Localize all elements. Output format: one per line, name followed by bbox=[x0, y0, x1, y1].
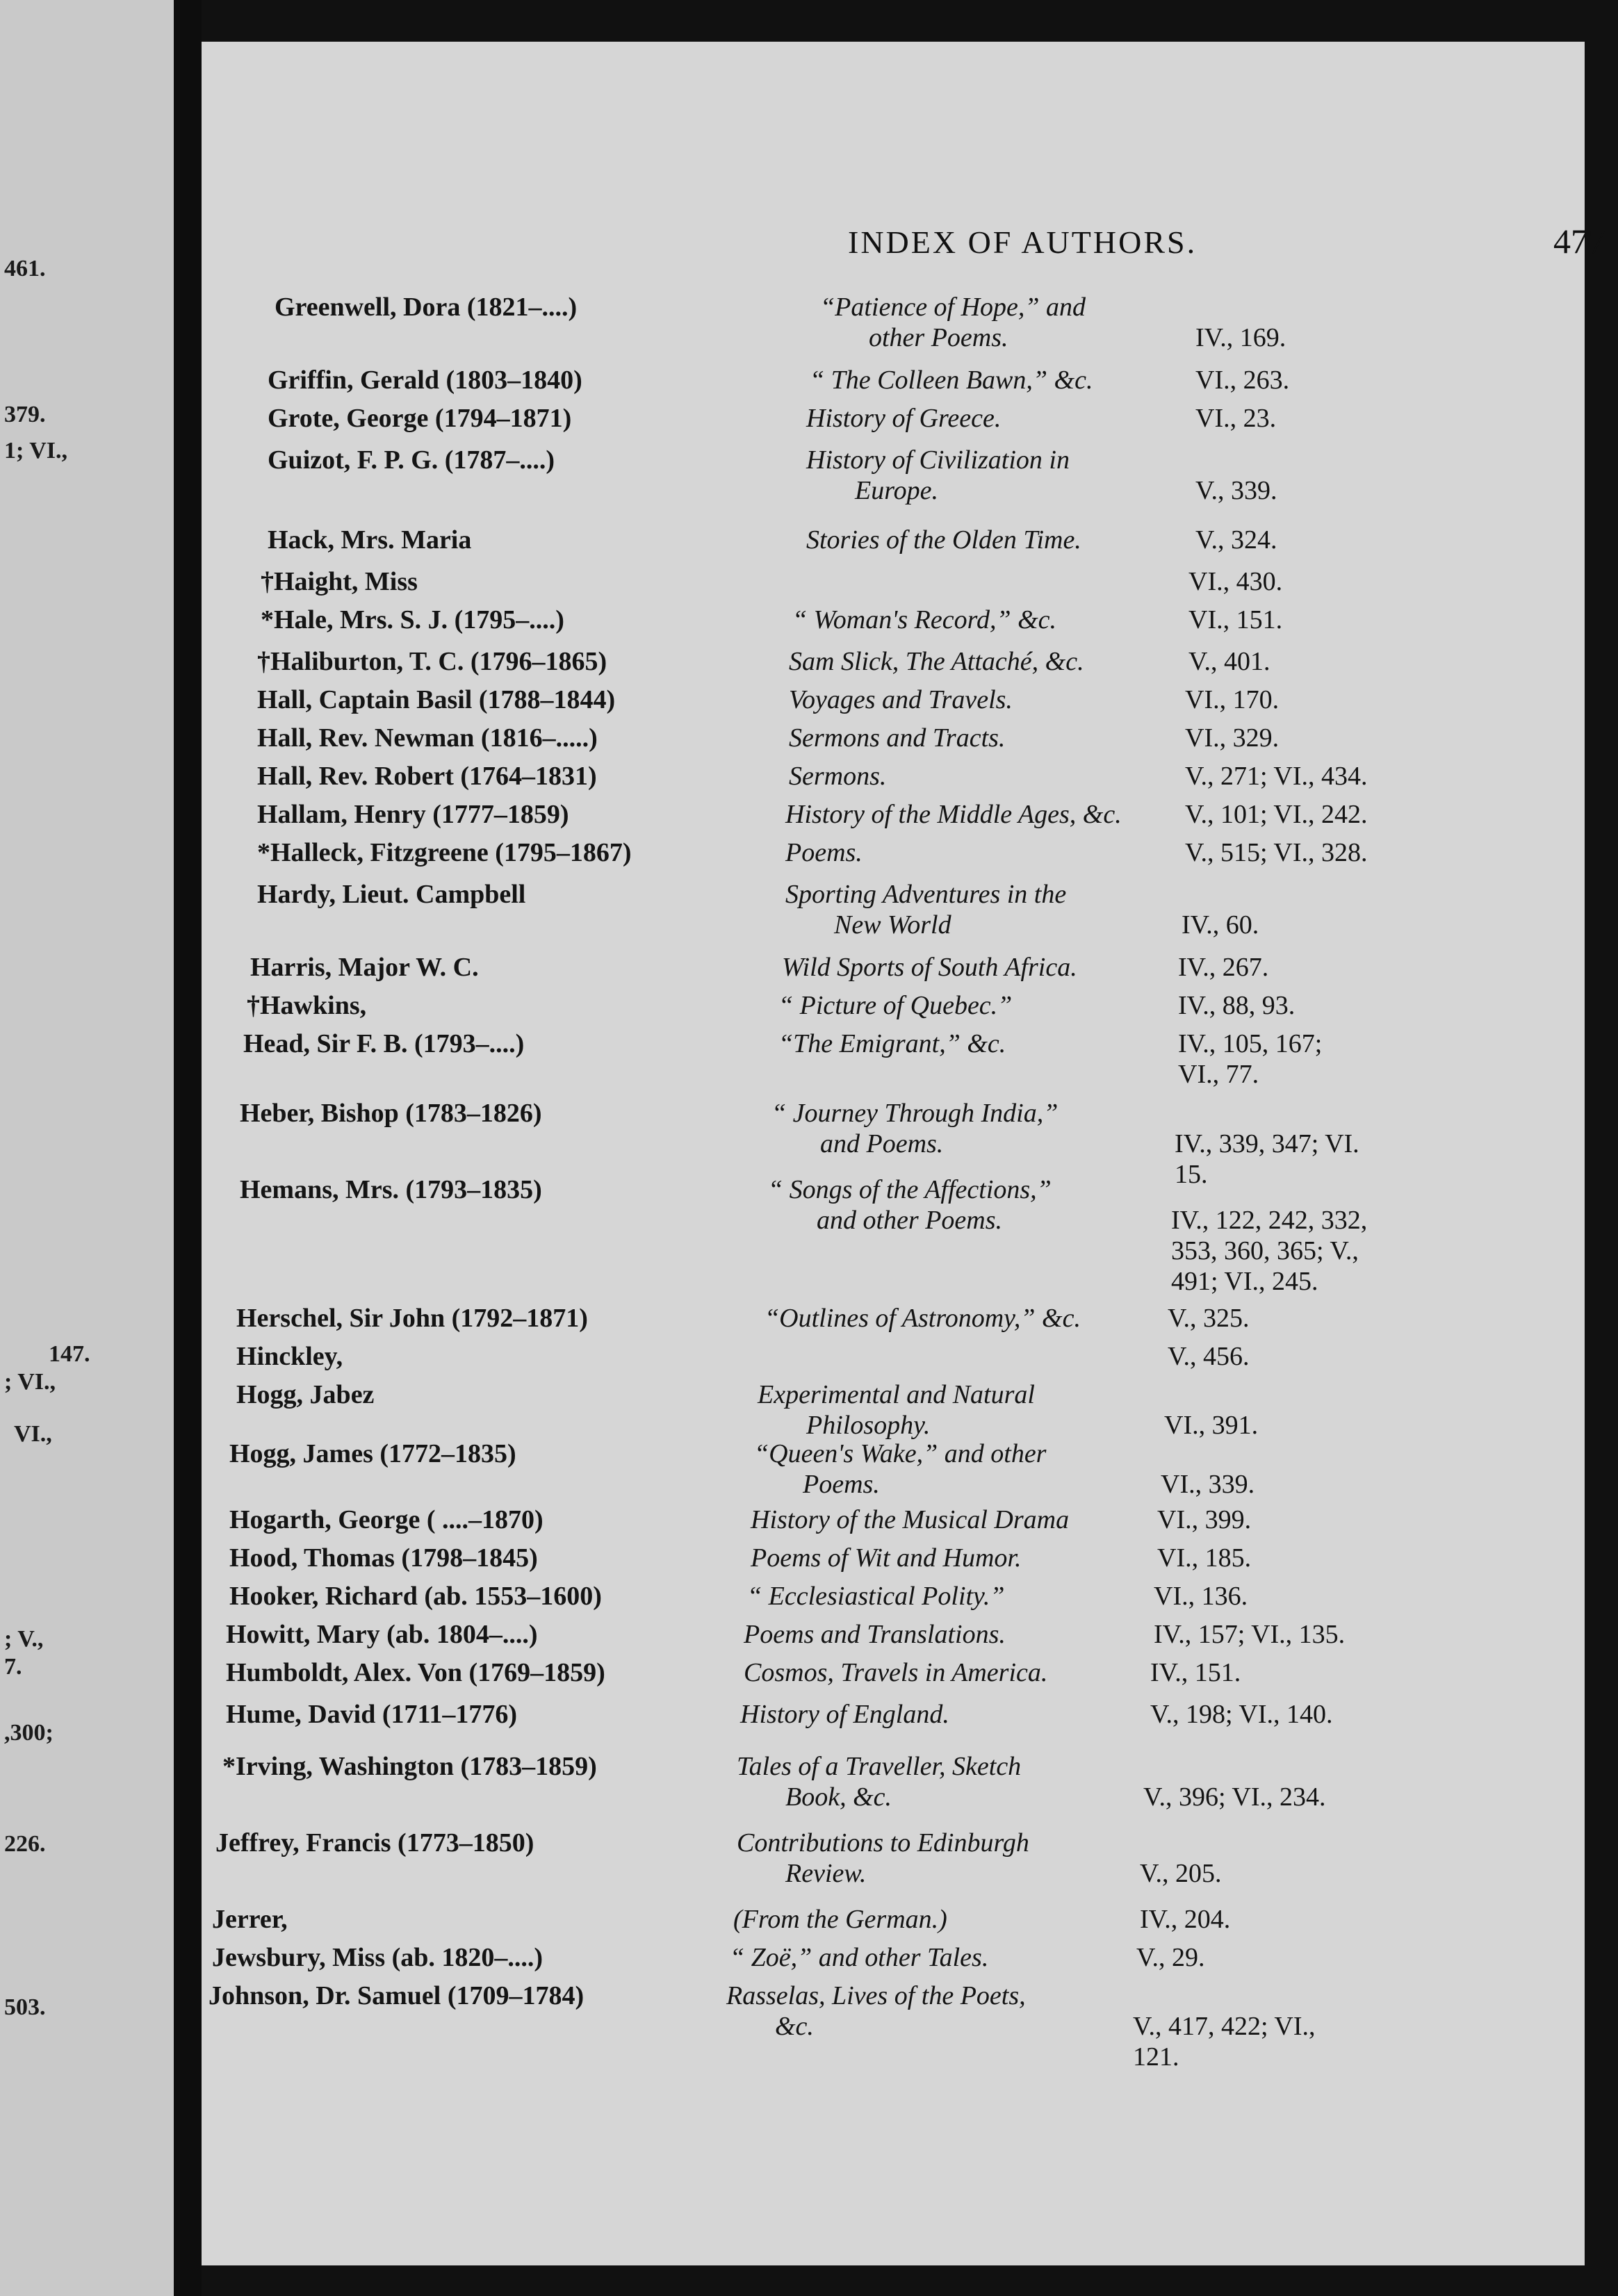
index-volume-reference: VI., 77. bbox=[1178, 1060, 1259, 1089]
running-head: INDEX OF AUTHORS. bbox=[848, 224, 1198, 260]
index-volume-reference: IV., 151. bbox=[1150, 1658, 1241, 1687]
index-volume-reference: V., 339. bbox=[1195, 476, 1277, 505]
prev-page-fragment: 147. bbox=[49, 1341, 90, 1367]
index-author: Jerrer, bbox=[212, 1905, 288, 1934]
index-page bbox=[202, 42, 1605, 2265]
prev-page-fragment: 379. bbox=[4, 402, 46, 427]
index-author: Griffin, Gerald (1803–1840) bbox=[268, 366, 582, 395]
index-work-title: Book, &c. bbox=[785, 1782, 892, 1812]
index-volume-reference: V., 205. bbox=[1140, 1859, 1222, 1888]
index-author: Hinckley, bbox=[236, 1342, 343, 1371]
index-work-title: (From the German.) bbox=[733, 1905, 947, 1934]
index-work-title: History of the Musical Drama bbox=[751, 1505, 1070, 1534]
index-volume-reference: V., 198; VI., 140. bbox=[1150, 1700, 1333, 1729]
index-author: Hallam, Henry (1777–1859) bbox=[257, 800, 569, 829]
index-work-title: and other Poems. bbox=[817, 1206, 1003, 1235]
previous-page-edge bbox=[0, 0, 174, 2296]
index-author: Hood, Thomas (1798–1845) bbox=[229, 1543, 538, 1573]
prev-page-fragment: 226. bbox=[4, 1831, 46, 1857]
index-work-title: Poems of Wit and Humor. bbox=[751, 1543, 1022, 1573]
index-author: Hogg, James (1772–1835) bbox=[229, 1439, 516, 1468]
index-author: Jewsbury, Miss (ab. 1820–....) bbox=[212, 1943, 544, 1972]
index-volume-reference: VI., 263. bbox=[1195, 366, 1290, 395]
index-volume-reference: VI., 136. bbox=[1154, 1582, 1248, 1611]
index-volume-reference: IV., 105, 167; bbox=[1178, 1029, 1323, 1058]
index-work-title: Sporting Adventures in the bbox=[785, 880, 1067, 909]
index-volume-reference: IV., 122, 242, 332, bbox=[1171, 1206, 1368, 1235]
index-volume-reference: VI., 399. bbox=[1157, 1505, 1252, 1534]
index-volume-reference: V., 29. bbox=[1136, 1943, 1205, 1972]
index-work-title: History of Civilization in bbox=[806, 445, 1070, 475]
index-volume-reference: VI., 391. bbox=[1164, 1411, 1259, 1440]
index-volume-reference: V., 417, 422; VI., bbox=[1133, 2012, 1316, 2041]
prev-page-fragment: 461. bbox=[4, 256, 46, 281]
index-author: Hall, Rev. Newman (1816–.....) bbox=[257, 723, 598, 753]
index-author: †Haliburton, T. C. (1796–1865) bbox=[257, 647, 607, 676]
index-volume-reference: VI., 185. bbox=[1157, 1543, 1252, 1573]
index-work-title: Stories of the Olden Time. bbox=[806, 525, 1081, 555]
index-author: †Hawkins, bbox=[247, 991, 367, 1020]
prev-page-fragment: ; VI., bbox=[4, 1369, 56, 1395]
index-volume-reference: V., 401. bbox=[1188, 647, 1270, 676]
index-volume-reference: 491; VI., 245. bbox=[1171, 1267, 1318, 1296]
index-work-title: Experimental and Natural bbox=[758, 1380, 1035, 1409]
index-work-title: Voyages and Travels. bbox=[789, 685, 1013, 714]
index-work-title: Contributions to Edinburgh bbox=[737, 1828, 1029, 1858]
index-work-title: “ Songs of the Affections,” bbox=[768, 1175, 1052, 1204]
index-volume-reference: VI., 170. bbox=[1185, 685, 1280, 714]
index-volume-reference: 353, 360, 365; V., bbox=[1171, 1236, 1359, 1265]
prev-page-fragment: VI., bbox=[14, 1421, 52, 1447]
index-author: Howitt, Mary (ab. 1804–....) bbox=[226, 1620, 538, 1649]
index-volume-reference: IV., 267. bbox=[1178, 953, 1269, 982]
index-volume-reference: VI., 329. bbox=[1185, 723, 1280, 753]
index-author: Hooker, Richard (ab. 1553–1600) bbox=[229, 1582, 602, 1611]
index-volume-reference: IV., 169. bbox=[1195, 323, 1286, 352]
index-work-title: Sam Slick, The Attaché, &c. bbox=[789, 647, 1084, 676]
index-author: Hogg, Jabez bbox=[236, 1380, 375, 1409]
prev-page-fragment: ,300; bbox=[4, 1720, 54, 1746]
index-volume-reference: VI., 151. bbox=[1188, 605, 1283, 634]
index-author: Hogarth, George ( ....–1870) bbox=[229, 1505, 544, 1534]
index-author: Jeffrey, Francis (1773–1850) bbox=[215, 1828, 534, 1858]
index-work-title: “The Emigrant,” &c. bbox=[778, 1029, 1006, 1058]
index-work-title: Poems. bbox=[785, 838, 863, 867]
index-work-title: Cosmos, Travels in America. bbox=[744, 1658, 1048, 1687]
index-author: Heber, Bishop (1783–1826) bbox=[240, 1099, 542, 1128]
prev-page-fragment: 503. bbox=[4, 1994, 46, 2020]
index-volume-reference: VI., 339. bbox=[1161, 1470, 1255, 1499]
index-volume-reference: V., 324. bbox=[1195, 525, 1277, 555]
index-work-title: “ Zoë,” and other Tales. bbox=[730, 1943, 989, 1972]
index-work-title: Review. bbox=[785, 1859, 867, 1888]
index-author: Hemans, Mrs. (1793–1835) bbox=[240, 1175, 542, 1204]
index-work-title: “Outlines of Astronomy,” &c. bbox=[765, 1304, 1081, 1333]
index-work-title: Europe. bbox=[855, 476, 938, 505]
index-author: Johnson, Dr. Samuel (1709–1784) bbox=[209, 1981, 585, 2010]
index-author: Hall, Rev. Robert (1764–1831) bbox=[257, 762, 597, 791]
index-volume-reference: IV., 88, 93. bbox=[1178, 991, 1296, 1020]
prev-page-fragment: 1; VI., bbox=[4, 438, 67, 464]
index-work-title: “ Picture of Quebec.” bbox=[778, 991, 1013, 1020]
index-work-title: Sermons. bbox=[789, 762, 887, 791]
index-work-title: “ Ecclesiastical Polity.” bbox=[747, 1582, 1005, 1611]
index-work-title: Poems and Translations. bbox=[744, 1620, 1006, 1649]
index-work-title: “Queen's Wake,” and other bbox=[754, 1439, 1047, 1468]
index-volume-reference: V., 396; VI., 234. bbox=[1143, 1782, 1326, 1812]
index-work-title: other Poems. bbox=[869, 323, 1008, 352]
index-work-title: “ Woman's Record,” &c. bbox=[792, 605, 1057, 634]
index-author: Hume, David (1711–1776) bbox=[226, 1700, 518, 1729]
index-volume-reference: IV., 157; VI., 135. bbox=[1154, 1620, 1346, 1649]
index-volume-reference: V., 515; VI., 328. bbox=[1185, 838, 1368, 867]
index-work-title: Sermons and Tracts. bbox=[789, 723, 1006, 753]
index-author: Grote, George (1794–1871) bbox=[268, 404, 572, 433]
index-author: Harris, Major W. C. bbox=[250, 953, 479, 982]
index-volume-reference: IV., 204. bbox=[1140, 1905, 1231, 1934]
index-work-title: “ The Colleen Bawn,” &c. bbox=[810, 366, 1093, 395]
index-volume-reference: V., 101; VI., 242. bbox=[1185, 800, 1368, 829]
index-volume-reference: VI., 23. bbox=[1195, 404, 1277, 433]
index-author: Greenwell, Dora (1821–....) bbox=[275, 293, 578, 322]
index-volume-reference: V., 456. bbox=[1168, 1342, 1250, 1371]
prev-page-fragment: 7. bbox=[4, 1654, 22, 1680]
index-volume-reference: 15. bbox=[1175, 1160, 1208, 1189]
index-author: *Irving, Washington (1783–1859) bbox=[222, 1752, 597, 1781]
index-author: *Halleck, Fitzgreene (1795–1867) bbox=[257, 838, 632, 867]
index-author: Guizot, F. P. G. (1787–....) bbox=[268, 445, 555, 475]
index-author: Humboldt, Alex. Von (1769–1859) bbox=[226, 1658, 605, 1687]
index-author: Head, Sir F. B. (1793–....) bbox=[243, 1029, 525, 1058]
prev-page-fragment: ; V., bbox=[4, 1626, 44, 1652]
index-work-title: &c. bbox=[775, 2012, 814, 2041]
index-work-title: Poems. bbox=[803, 1470, 880, 1499]
index-author: Hall, Captain Basil (1788–1844) bbox=[257, 685, 616, 714]
index-work-title: History of England. bbox=[740, 1700, 949, 1729]
index-volume-reference: IV., 60. bbox=[1182, 910, 1259, 940]
index-work-title: Philosophy. bbox=[806, 1411, 931, 1440]
index-work-title: History of the Middle Ages, &c. bbox=[785, 800, 1122, 829]
index-volume-reference: V., 271; VI., 434. bbox=[1185, 762, 1368, 791]
index-author: †Haight, Miss bbox=[261, 567, 418, 596]
index-work-title: History of Greece. bbox=[806, 404, 1002, 433]
page-number: 477 bbox=[1553, 222, 1605, 261]
index-author: Herschel, Sir John (1792–1871) bbox=[236, 1304, 588, 1333]
index-author: *Hale, Mrs. S. J. (1795–....) bbox=[261, 605, 564, 634]
book-gutter bbox=[174, 0, 202, 2296]
index-work-title: and Poems. bbox=[820, 1129, 944, 1158]
index-author: Hack, Mrs. Maria bbox=[268, 525, 472, 555]
index-volume-reference: VI., 430. bbox=[1188, 567, 1283, 596]
index-author: Hardy, Lieut. Campbell bbox=[257, 880, 526, 909]
index-work-title: Rasselas, Lives of the Poets, bbox=[726, 1981, 1026, 2010]
index-work-title: Wild Sports of South Africa. bbox=[782, 953, 1077, 982]
index-volume-reference: 121. bbox=[1133, 2042, 1179, 2072]
index-work-title: Tales of a Traveller, Sketch bbox=[737, 1752, 1022, 1781]
index-work-title: “Patience of Hope,” and bbox=[820, 293, 1086, 322]
index-work-title: “ Journey Through India,” bbox=[771, 1099, 1059, 1128]
index-volume-reference: IV., 339, 347; VI. bbox=[1175, 1129, 1359, 1158]
index-volume-reference: V., 325. bbox=[1168, 1304, 1250, 1333]
index-work-title: New World bbox=[834, 910, 951, 940]
